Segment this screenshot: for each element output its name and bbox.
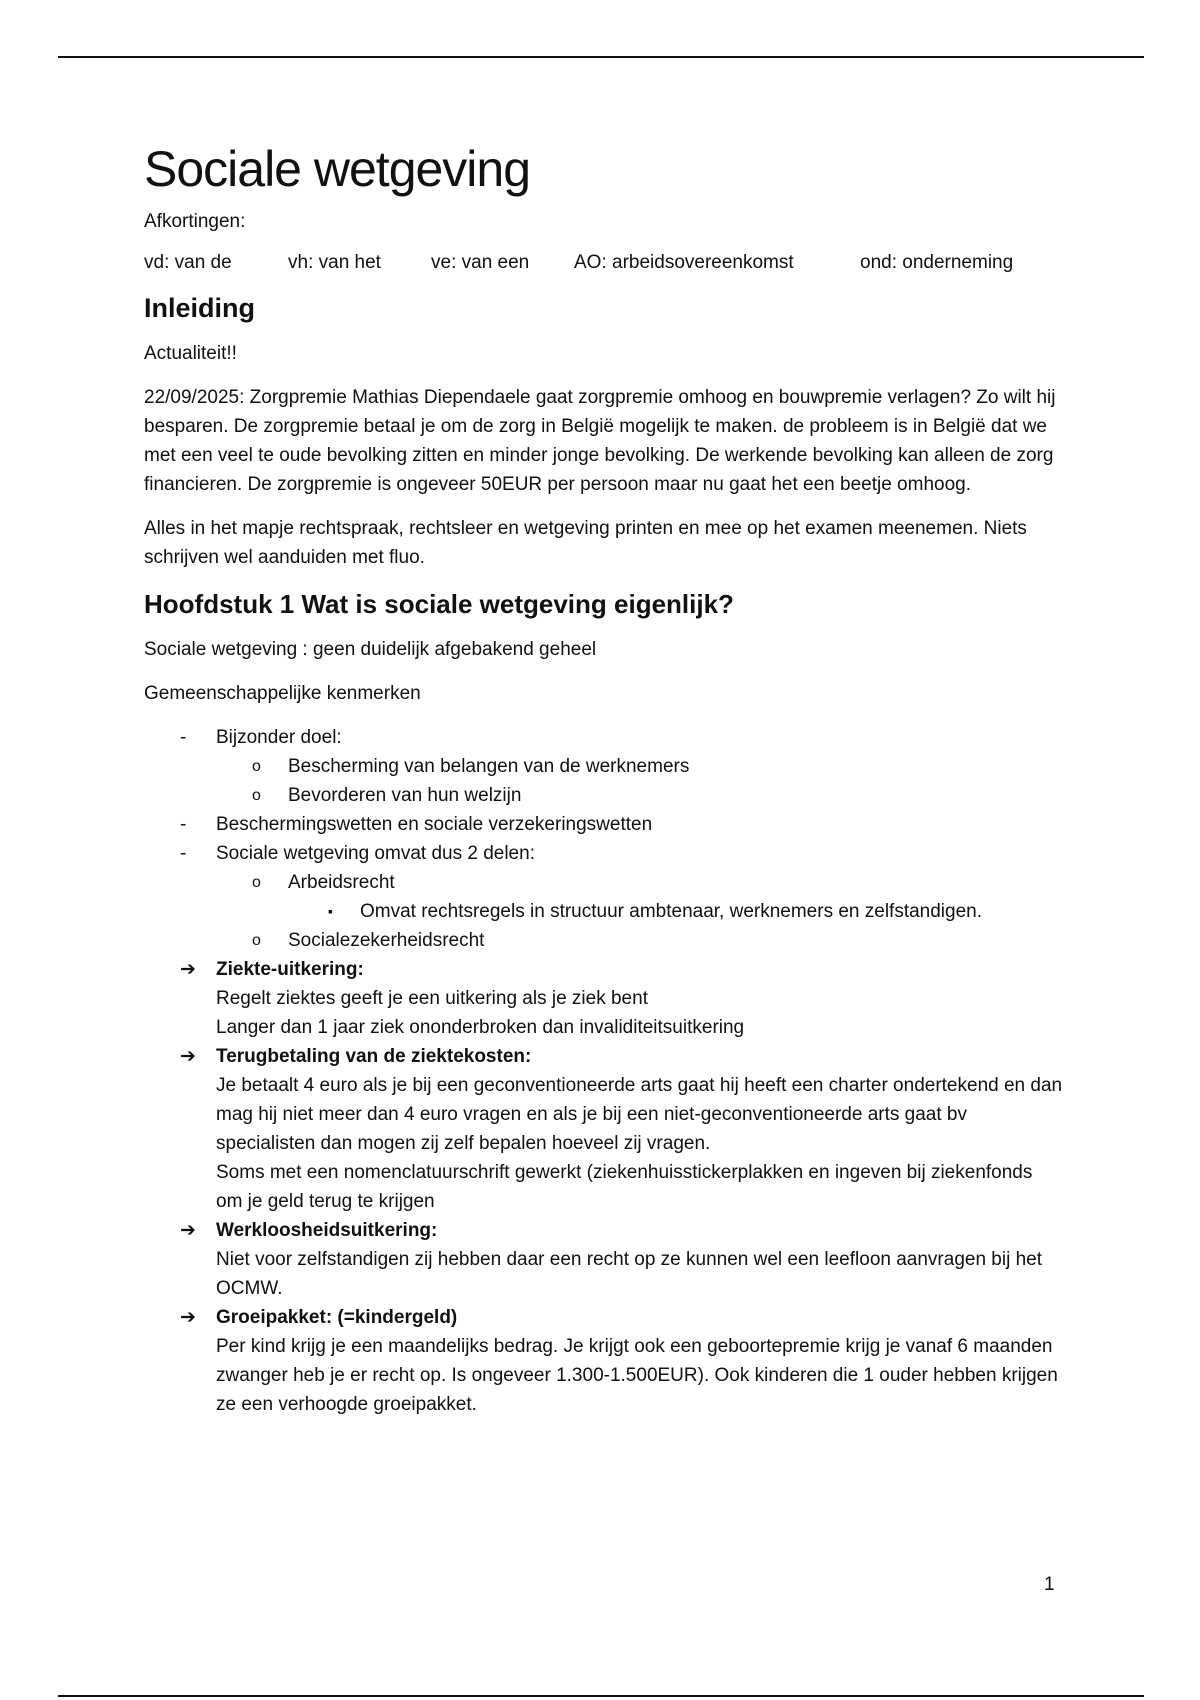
actualiteit-label: Actualiteit!!: [144, 343, 237, 364]
arrow-item-line: Regelt ziektes geeft je een uitkering als je ziek bent: [216, 988, 648, 1009]
arrow-item-groeipakket: [144, 1303, 1064, 1419]
arrow-item-heading: Terugbetaling van de ziektekosten:: [216, 1046, 532, 1067]
sub-sub-list-item-text: Omvat rechtsregels in structuur ambtenaar, werknemers en zelfstandigen.: [360, 901, 983, 922]
arrow-item-heading: Werkloosheidsuitkering:: [216, 1220, 438, 1241]
list-item-text: Sociale wetgeving omvat dus 2 delen:: [216, 843, 535, 864]
circle-bullet: o: [252, 758, 261, 775]
list-item: [144, 839, 1064, 955]
circle-bullet: o: [252, 874, 261, 891]
sub-sub-list: [288, 897, 1064, 926]
arrow-item-terugbetaling: [144, 1042, 1064, 1216]
abbreviations-row: [144, 248, 1064, 277]
sub-list: [216, 868, 1064, 955]
sub-list-item: [216, 781, 1064, 810]
arrow-bullet: ➔: [180, 1046, 196, 1067]
abbreviation-item: vh: van het: [288, 252, 381, 273]
sub-list-item: [216, 926, 1064, 955]
chapter-line: Sociale wetgeving : geen duidelijk afgebakend geheel: [144, 639, 597, 660]
intro-paragraph: Alles in het mapje rechtspraak, rechtsleer en wetgeving printen en mee op het examen meenemen. Niets schrijven wel aanduiden met fluo.: [144, 518, 1027, 568]
sub-list-item: [216, 752, 1064, 781]
document-page: [144, 142, 1064, 1419]
list-item-text: Bijzonder doel:: [216, 727, 342, 748]
chapter-heading: Hoofdstuk 1 Wat is sociale wetgeving eigenlijk?: [144, 589, 734, 619]
sub-list-item-text: Bevorderen van hun welzijn: [288, 785, 522, 806]
sub-list-item: [216, 868, 1064, 926]
list-item-text: Beschermingswetten en sociale verzekeringswetten: [216, 814, 653, 835]
arrow-bullet: ➔: [180, 959, 196, 980]
arrow-bullet: ➔: [180, 1307, 196, 1328]
arrow-bullet: ➔: [180, 1220, 196, 1241]
document-title: Sociale wetgeving: [144, 141, 531, 197]
abbreviation-item: ond: onderneming: [860, 252, 1014, 273]
sub-list-item-text: Bescherming van belangen van de werknemers: [288, 756, 690, 777]
arrow-item-line: Je betaalt 4 euro als je bij een geconventioneerde arts gaat hij heeft een charter ondertekend en dan mag hij niet meer dan 4 euro vragen en als je bij een niet-geconventioneerde arts gaat bv specialisten dan mogen zij zelf bepalen hoeveel zij vragen.: [216, 1075, 1063, 1154]
arrow-item-heading: Groeipakket: (=kindergeld): [216, 1307, 458, 1328]
circle-bullet: o: [252, 787, 261, 804]
chapter-line: Gemeenschappelijke kenmerken: [144, 683, 421, 704]
square-bullet: ▪: [328, 903, 333, 919]
arrow-item-line: Niet voor zelfstandigen zij hebben daar een recht op ze kunnen wel een leefloon aanvragen bij het OCMW.: [216, 1249, 1043, 1299]
abbreviation-item: ve: van een: [431, 252, 530, 273]
characteristics-list: [144, 723, 1064, 955]
abbreviation-item: AO: arbeidsovereenkomst: [574, 252, 794, 273]
page-number: 1: [1044, 1574, 1055, 1595]
arrow-item-ziekte-uitkering: [144, 955, 1064, 1042]
arrow-item-heading: Ziekte-uitkering:: [216, 959, 364, 980]
arrow-item-line: Langer dan 1 jaar ziek ononderbroken dan invaliditeitsuitkering: [216, 1017, 745, 1038]
intro-paragraph: 22/09/2025: Zorgpremie Mathias Diependaele gaat zorgpremie omhoog en bouwpremie verlagen? Zo wilt hij besparen. De zorgpremie betaal je om de zorg in België mogelijk te maken. de probleem is in België dat we met een veel te oude bevolking zitten en minder jonge bevolking. De werkende bevolking kan alleen de zorg financieren. De zorgpremie is ongeveer 50EUR per persoon maar nu gaat het een beetje omhoog.: [144, 387, 1056, 495]
dash-bullet: -: [180, 727, 187, 748]
list-item: [144, 723, 1064, 810]
circle-bullet: o: [252, 932, 261, 949]
dash-bullet: -: [180, 814, 187, 835]
arrow-item-werkloosheidsuitkering: [144, 1216, 1064, 1303]
abbreviation-item: vd: van de: [144, 252, 232, 273]
arrow-item-line: Soms met een nomenclatuurschrift gewerkt (ziekenhuisstickerplakken en ingeven bij ziekenfonds om je geld terug te krijgen: [216, 1162, 1033, 1212]
sub-list-item-text: Arbeidsrecht: [288, 872, 395, 893]
arrow-item-line: Per kind krijg je een maandelijks bedrag. Je krijgt ook een geboortepremie krijg je vanaf 6 maanden zwanger heb je er recht op. Is ongeveer 1.300-1.500EUR). Ook kinderen die 1 ouder hebben krijgen ze een verhoogde groeipakket.: [216, 1336, 1058, 1415]
top-rule: [58, 56, 1144, 58]
abbreviations-label: Afkortingen:: [144, 211, 246, 232]
list-item: [144, 810, 1064, 839]
section-heading-inleiding: Inleiding: [144, 293, 255, 323]
sub-list: [216, 752, 1064, 810]
sub-list-item-text: Socialezekerheidsrecht: [288, 930, 485, 951]
sub-sub-list-item: [288, 897, 1064, 926]
dash-bullet: -: [180, 843, 187, 864]
bottom-rule: [58, 1695, 1144, 1697]
